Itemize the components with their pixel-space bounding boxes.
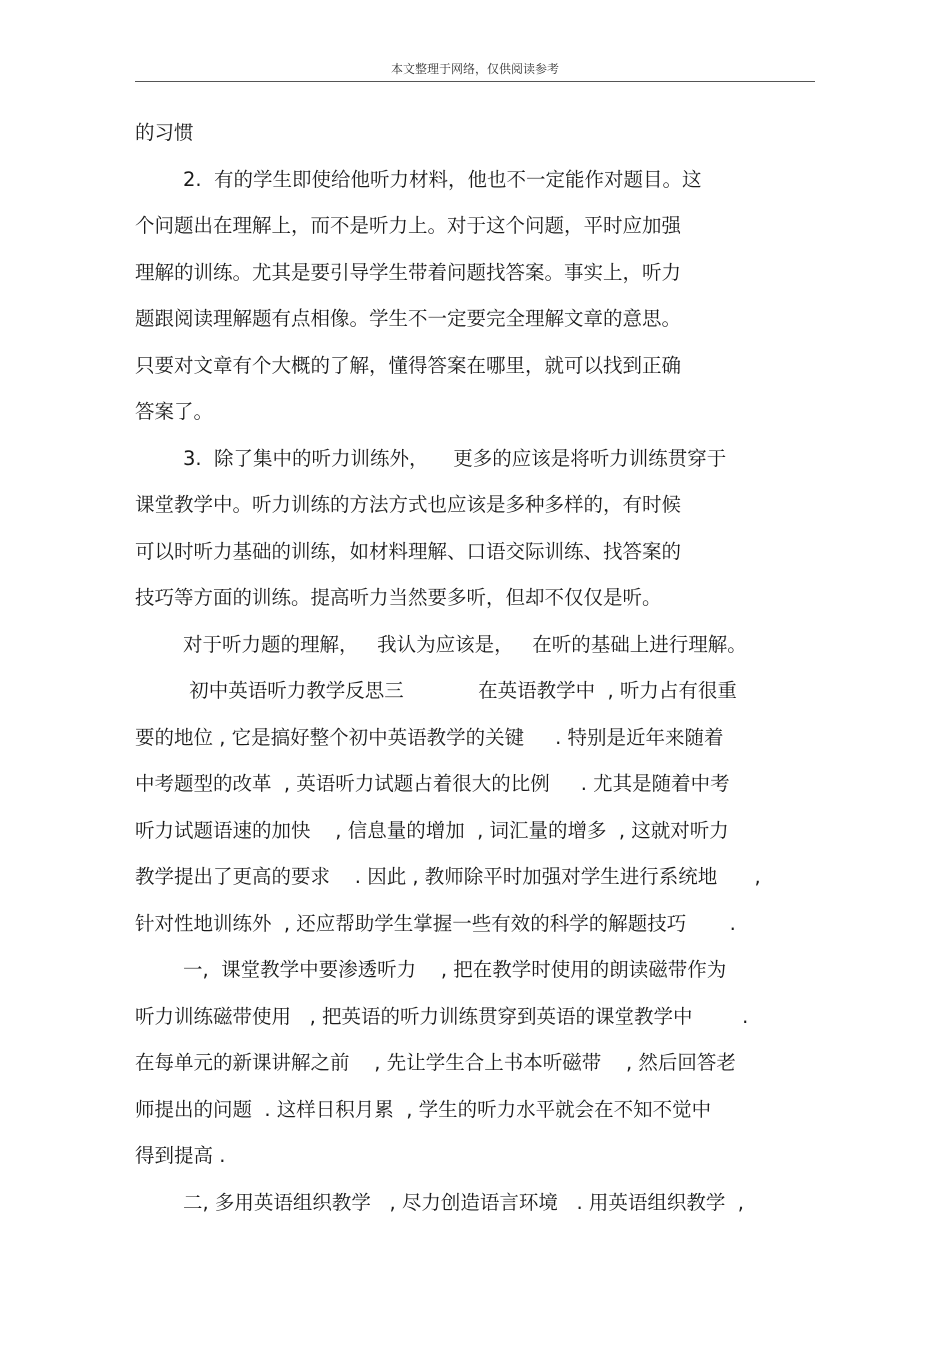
text-line: 2. 有的学生即使给他听力材料，他也不一定能作对题目。这 [183, 167, 702, 191]
text-line: 3. 除了集中的听力训练外， 更多的应该是将听力训练贯穿于 [183, 446, 727, 470]
text-line: 听力训练磁带使用 , 把英语的听力训练贯穿到英语的课堂教学中 . [135, 1004, 749, 1028]
text-line: 技巧等方面的训练。提高听力当然要多听，但却不仅仅是听。 [135, 586, 662, 609]
text-line: 只要对文章有个大概的了解，懂得答案在哪里，就可以找到正确 [135, 353, 682, 377]
document-body [135, 110, 825, 1226]
text-line: 师提出的问题 . 这样日积月累 , 学生的听力水平就会在不知不觉中 [135, 1097, 712, 1121]
page-header: 本文整理于网络，仅供阅读参考 [390, 62, 559, 76]
text-line: 答案了。 [135, 400, 214, 423]
text-line: 得到提高 . [135, 1144, 226, 1167]
text-line: 对于听力题的理解， 我认为应该是， 在听的基础上进行理解。 [183, 632, 747, 656]
text-line: 理解的训练。尤其是要引导学生带着问题找答案。事实上，听力 [135, 260, 682, 284]
text-line: 的习惯 [135, 121, 194, 144]
text-line: 教学提出了更高的要求 . 因此 , 教师除平时加强对学生进行系统地 , [135, 865, 761, 888]
text-line: 二, 多用英语组织教学 , 尽力创造语言环境 . 用英语组织教学 , [183, 1190, 744, 1214]
text-line: 题跟阅读理解题有点相像。学生不一定要完全理解文章的意思。 [135, 307, 682, 330]
text-line: 可以时听力基础的训练，如材料理解、口语交际训练、找答案的 [135, 539, 682, 563]
text-line: 中考题型的改革 , 英语听力试题占着很大的比例 . 尤其是随着中考 [135, 772, 730, 795]
text-line: 要的地位 , 它是搞好整个初中英语教学的关键 . 特别是近年来随着 [135, 725, 724, 749]
text-line: 听力试题语速的加快 , 信息量的增加 , 词汇量的增多 , 这就对听力 [135, 818, 729, 842]
text-line: 课堂教学中。听力训练的方法方式也应该是多种多样的，有时候 [135, 493, 682, 516]
header-divider [135, 81, 815, 82]
text-line: 初中英语听力教学反思三 在英语教学中 , 听力占有很重 [183, 679, 737, 702]
text-line: 一, 课堂教学中要渗透听力 , 把在教学时使用的朗读磁带作为 [183, 958, 727, 981]
text-line: 针对性地训练外 , 还应帮助学生掌握一些有效的科学的解题技巧 . [135, 911, 736, 935]
text-line: 个问题出在理解上，而不是听力上。对于这个问题，平时应加强 [135, 214, 682, 237]
text-line: 在每单元的新课讲解之前 , 先让学生合上书本听磁带 , 然后回答老 [135, 1051, 736, 1074]
